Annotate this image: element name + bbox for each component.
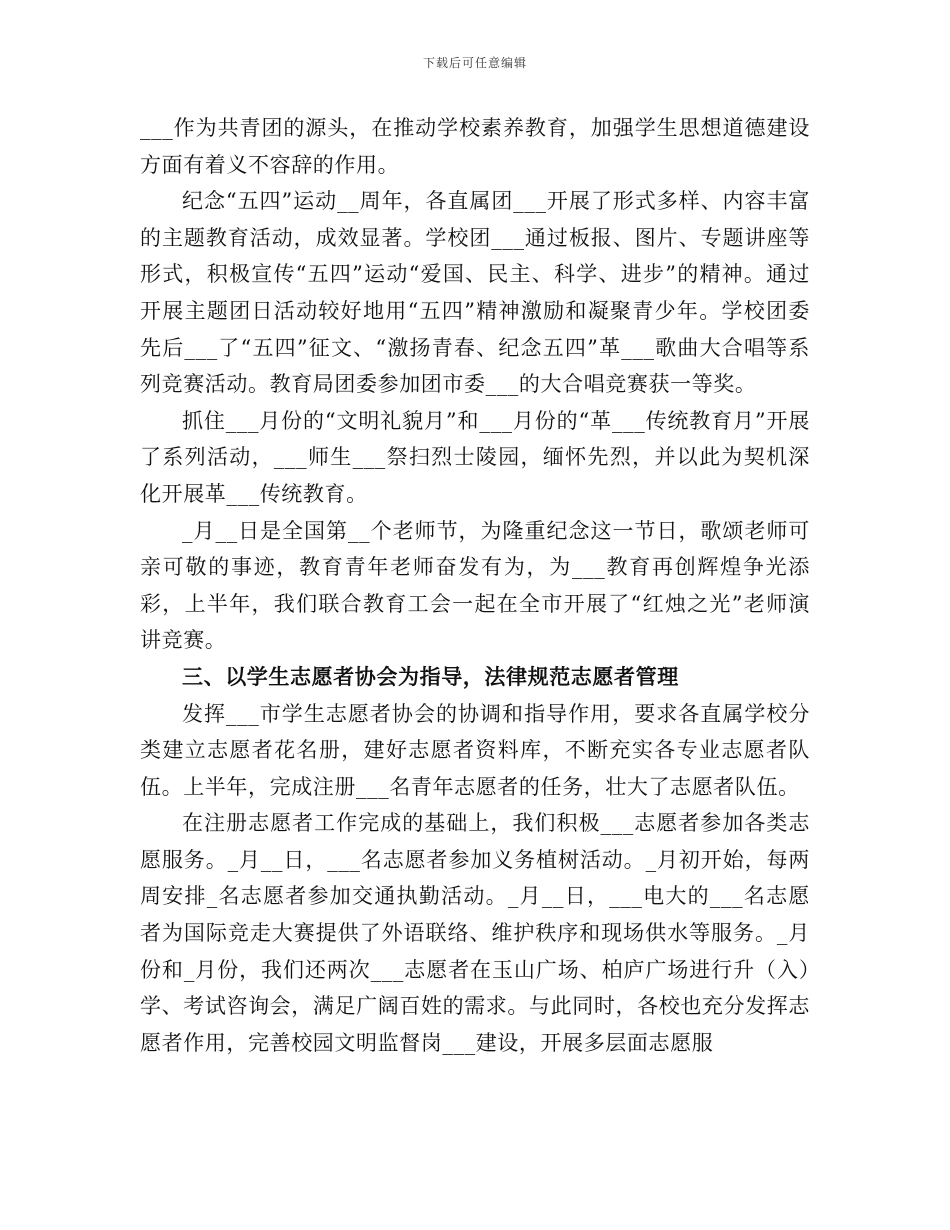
paragraph-3: 抓住___月份的“文明礼貌月”和___月份的“革___传统教育月”开展了系列活动，___师生___祭扫烈士陵园，缅怀先烈，并以此为契机深化开展革___传统教育。 [140,408,810,506]
section-paragraph-2: 在注册志愿者工作完成的基础上，我们积极___志愿者参加各类志愿服务。_月__日，___名志愿者参加义务植树活动。_月初开始，每两周安排_名志愿者参加交通执勤活动。_月__日，___电大的___名志愿者为国际竞走大赛提供了外语联络、维护秩序和现场供水等服务。_月份和_月份，我们还两次___志愿者在玉山广场、柏庐广场进行升（入）学、考试咨询会，满足广阔百姓的需求。与此同时，各校也充分发挥志愿者作用，完善校园文明监督岗___建设，开展多层面志愿服 [140,811,810,1055]
paragraph-4: _月__日是全国第__个老师节，为隆重纪念这一节日，歌颂老师可亲可敬的事迹，教育青年老师奋发有为，为___教育再创辉煌争光添彩，上半年，我们联合教育工会一起在全市开展了“红烛之光”老师演讲竞赛。 [140,518,810,653]
page-header: 下载后可任意编辑 [422,56,527,70]
document-body [140,110,810,1061]
paragraph-1: ___作为共青团的源头，在推动学校素养教育，加强学生思想道德建设方面有着义不容辞的作用。 [140,116,810,177]
section-heading: 三、以学生志愿者协会为指导，法律规范志愿者管理 [182,664,679,689]
section-paragraph-1: 发挥___市学生志愿者协会的协调和指导作用，要求各直属学校分类建立志愿者花名册，建好志愿者资料库，不断充实各专业志愿者队伍。上半年，完成注册___名青年志愿者的任务，壮大了志愿者队伍。 [140,701,810,799]
paragraph-2: 纪念“五四”运动__周年，各直属团___开展了形式多样、内容丰富的主题教育活动，成效显著。学校团___通过板报、图片、专题讲座等形式，积极宣传“五四”运动“爱国、民主、科学、进步”的精神。通过开展主题团日活动较好地用“五四”精神激励和凝聚青少年。学校团委先后___了“五四”征文、“激扬青春、纪念五四”革___歌曲大合唱等系列竞赛活动。教育局团委参加团市委___的大合唱竞赛获一等奖。 [140,189,810,397]
